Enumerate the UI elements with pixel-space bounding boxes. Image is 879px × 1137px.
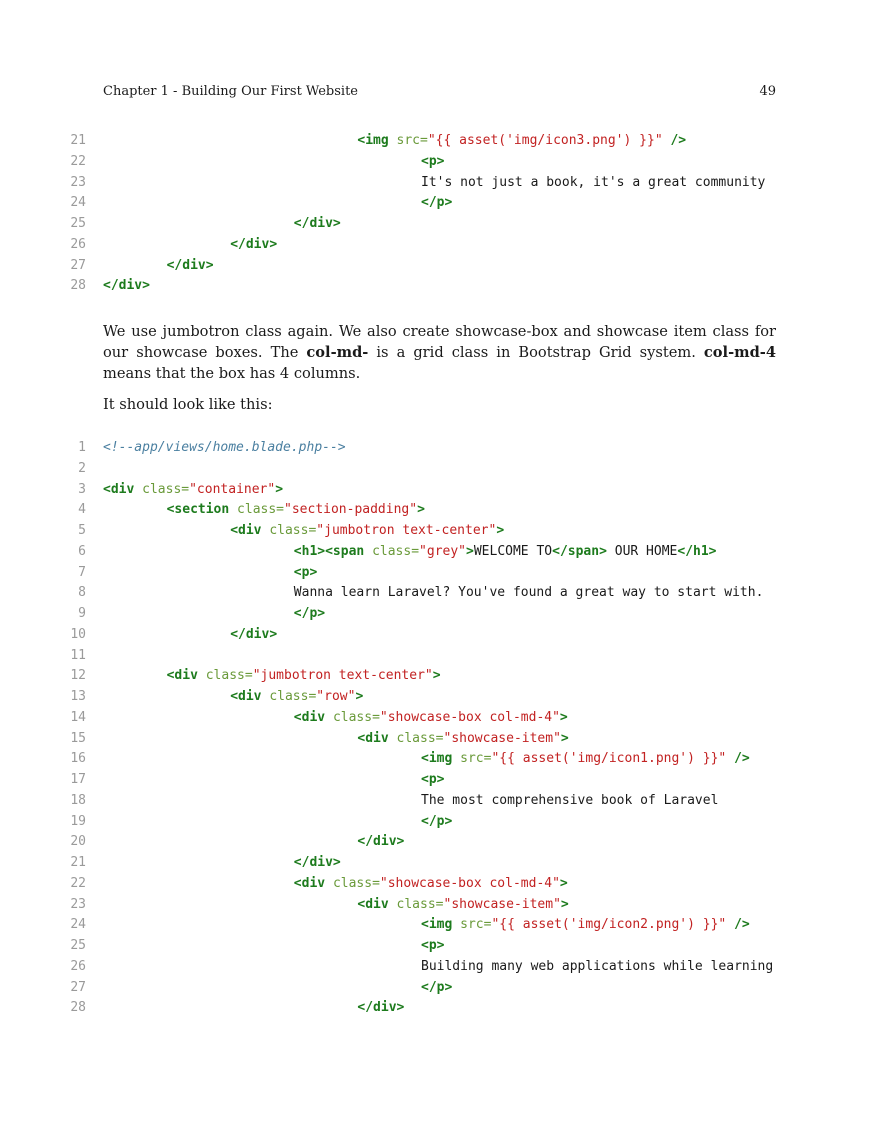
code-token-tag: </div> [166, 257, 214, 273]
code-line [0, 853, 879, 874]
code-token-tag: <img [357, 133, 397, 148]
line-number: 24 [70, 195, 86, 211]
code-line [0, 193, 879, 214]
code-token-tag: /> [662, 133, 687, 148]
code-token-tag: > [559, 875, 568, 891]
code-line [0, 791, 879, 812]
chapter-title: Chapter 1 - Building Our First Website [103, 84, 358, 99]
code-token-text: Wanna learn Laravel? You've found a great way to start with. [293, 585, 764, 601]
code-text [357, 729, 568, 750]
code-token-str: "jumbotron text-center" [316, 523, 497, 538]
code-line [0, 915, 879, 936]
line-number: 4 [78, 502, 86, 518]
code-text [294, 214, 341, 235]
code-line [0, 978, 879, 999]
code-token-tag: > [417, 502, 425, 518]
line-number: 16 [70, 751, 86, 767]
code-token-tag: <p> [421, 772, 445, 787]
code-line [0, 500, 879, 521]
code-token-tag: </p> [421, 813, 453, 829]
line-number: 13 [70, 689, 86, 704]
code-line [0, 173, 879, 194]
line-number: 3 [78, 481, 86, 497]
code-token-attr: class= [396, 896, 444, 912]
code-token-tag: </p> [293, 606, 326, 621]
code-text [294, 563, 317, 584]
code-text [103, 438, 346, 459]
code-token-tag: </div> [230, 236, 278, 252]
code-token-attr: class= [142, 481, 190, 497]
code-token-tag: </div> [293, 855, 341, 870]
code-line [0, 708, 879, 729]
line-number: 20 [70, 834, 86, 850]
code-text [230, 687, 363, 708]
code-text [294, 583, 764, 604]
code-token-tag: </div> [357, 1000, 405, 1016]
code-line [0, 749, 879, 770]
code-token-tag: > [496, 523, 505, 538]
code-text [103, 276, 150, 297]
code-term: col-md-4 [703, 344, 776, 361]
code-token-tag: <div [357, 896, 397, 912]
code-token-tag: <div [293, 875, 333, 891]
code-line [0, 646, 879, 667]
code-token-text: It's not just a book, it's a great community [421, 174, 766, 190]
code-line [0, 998, 879, 1019]
line-number: 10 [70, 626, 86, 642]
line-number: 7 [78, 564, 86, 580]
code-token-tag: > [432, 668, 441, 684]
line-number: 25 [70, 938, 86, 953]
page-number: 49 [759, 84, 776, 99]
paragraph-intro-listing: It should look like this: [103, 396, 273, 413]
line-number: 27 [70, 257, 86, 273]
code-listing-home-blade [0, 438, 879, 1019]
code-token-tag: <div [230, 689, 270, 704]
line-number: 23 [70, 896, 86, 912]
code-text [421, 152, 444, 173]
body-text [103, 321, 776, 415]
code-text [167, 666, 441, 687]
code-text [357, 832, 404, 853]
line-number: 11 [70, 647, 86, 663]
code-line [0, 152, 879, 173]
code-line [0, 625, 879, 646]
code-token-str: "showcase-box col-md-4" [379, 709, 560, 725]
code-token-tag: <div [293, 709, 333, 725]
code-token-tag: > [466, 543, 474, 559]
code-listing-continued [0, 131, 879, 297]
line-number: 6 [78, 543, 86, 559]
code-token-tag: <div [166, 668, 206, 684]
code-text [421, 936, 444, 957]
code-token-attr: class= [372, 543, 420, 559]
code-text [357, 895, 568, 916]
code-token-attr: class= [269, 523, 317, 538]
code-text [294, 853, 341, 874]
code-token-str: "{{ asset('img/icon1.png') }}" [491, 751, 727, 767]
code-text [230, 521, 504, 542]
code-token-tag: </p> [421, 195, 453, 211]
code-text [294, 708, 568, 729]
code-token-tag: <p> [421, 153, 445, 169]
code-token-tag: <p> [421, 938, 445, 953]
code-line [0, 812, 879, 833]
line-number: 5 [78, 523, 86, 538]
code-line [0, 521, 879, 542]
code-text [421, 957, 773, 978]
code-line [0, 214, 879, 235]
code-token-str: "showcase-item" [443, 730, 561, 746]
code-token-text: Building many web applications while learning [421, 958, 774, 974]
code-token-str: "section-padding" [284, 502, 418, 518]
code-line [0, 235, 879, 256]
code-token-comment: <!--app/views/home.blade.php--> [103, 440, 346, 455]
code-token-str: "row" [316, 689, 356, 704]
code-line [0, 604, 879, 625]
code-line [0, 936, 879, 957]
code-text [421, 193, 452, 214]
code-text [294, 874, 568, 895]
code-token-tag: /> [726, 751, 750, 767]
code-line [0, 895, 879, 916]
code-token-attr: class= [332, 709, 380, 725]
code-token-tag: <div [357, 730, 397, 746]
code-text [357, 131, 686, 152]
line-number: 8 [78, 585, 86, 601]
line-number: 17 [70, 772, 86, 787]
code-line [0, 542, 879, 563]
code-line [0, 832, 879, 853]
code-token-attr: src= [460, 751, 492, 767]
paragraph-grid-explanation: We use jumbotron class again. We also create showcase-box and showcase item class for our showcase boxes. The col-md- is a grid class in Bootstrap Grid system. col-md-4 means that the box has 4 columns. [103, 323, 776, 382]
code-token-attr: class= [205, 668, 253, 684]
code-token-attr: class= [396, 730, 444, 746]
code-token-attr: class= [237, 502, 285, 518]
line-number: 12 [70, 668, 86, 684]
code-token-attr: class= [332, 875, 380, 891]
line-number: 28 [70, 1000, 86, 1016]
code-text [294, 604, 325, 625]
code-term: col-md- [306, 344, 369, 361]
code-line [0, 276, 879, 297]
line-number: 18 [70, 792, 86, 808]
code-token-tag: </div> [230, 626, 278, 642]
code-token-str: "jumbotron text-center" [252, 668, 433, 684]
code-text [421, 812, 452, 833]
code-text [421, 915, 750, 936]
line-number: 28 [70, 278, 86, 294]
line-number: 26 [70, 958, 86, 974]
line-number: 24 [70, 917, 86, 933]
code-token-attr: class= [269, 689, 317, 704]
code-line [0, 666, 879, 687]
code-text [421, 173, 765, 194]
code-token-tag: </h1> [677, 543, 717, 559]
code-token-tag: > [560, 896, 569, 912]
code-token-tag: > [275, 481, 284, 497]
line-number: 19 [70, 813, 86, 829]
code-token-tag: </p> [421, 979, 453, 995]
line-number: 2 [78, 460, 86, 476]
code-token-str: "{{ asset('img/icon2.png') }}" [491, 917, 727, 933]
line-number: 22 [70, 153, 86, 169]
code-text [230, 235, 277, 256]
code-token-tag: </div> [293, 216, 341, 231]
code-token-tag: </div> [103, 278, 150, 294]
code-line [0, 480, 879, 501]
line-number: 27 [70, 979, 86, 995]
code-line [0, 957, 879, 978]
line-number: 21 [70, 133, 86, 148]
code-text [103, 480, 283, 501]
code-token-tag: </div> [357, 834, 405, 850]
code-line [0, 770, 879, 791]
code-token-text: The most comprehensive book of Laravel [421, 792, 719, 808]
code-line [0, 131, 879, 152]
line-number: 22 [70, 875, 86, 891]
code-line [0, 256, 879, 277]
code-text [294, 542, 717, 563]
code-token-tag: <div [230, 523, 270, 538]
code-text [421, 749, 750, 770]
code-token-tag: > [560, 730, 569, 746]
code-line [0, 563, 879, 584]
line-number: 21 [70, 855, 86, 870]
code-token-str: "{{ asset('img/icon3.png') }}" [427, 133, 663, 148]
code-token-tag: <img [421, 917, 461, 933]
code-line [0, 687, 879, 708]
code-token-text: WELCOME TO [473, 543, 553, 559]
code-line [0, 729, 879, 750]
code-token-tag: <section [166, 502, 238, 518]
line-number: 26 [70, 236, 86, 252]
line-number: 14 [70, 709, 86, 725]
line-number: 1 [78, 440, 86, 455]
code-token-tag: <div [103, 481, 143, 497]
code-text [421, 978, 452, 999]
code-token-text: OUR HOME [606, 543, 678, 559]
code-text [421, 770, 444, 791]
code-token-tag: </span> [552, 543, 607, 559]
code-token-str: "container" [189, 481, 276, 497]
running-header [103, 84, 776, 104]
line-number: 9 [78, 606, 86, 621]
code-token-tag: <h1><span [293, 543, 373, 559]
code-line [0, 583, 879, 604]
code-token-str: "grey" [419, 543, 467, 559]
code-text [230, 625, 277, 646]
code-token-tag: > [355, 689, 364, 704]
code-line [0, 874, 879, 895]
code-token-attr: src= [460, 917, 492, 933]
code-token-tag: /> [726, 917, 750, 933]
code-text [421, 791, 718, 812]
code-token-tag: <p> [293, 564, 318, 580]
code-token-str: "showcase-box col-md-4" [379, 875, 560, 891]
code-token-attr: src= [396, 133, 428, 148]
line-number: 15 [70, 730, 86, 746]
code-token-tag: > [559, 709, 568, 725]
line-number: 25 [70, 216, 86, 231]
code-text [167, 256, 214, 277]
code-text [167, 500, 425, 521]
code-text [357, 998, 404, 1019]
line-number: 23 [70, 174, 86, 190]
code-line [0, 438, 879, 459]
code-token-tag: <img [421, 751, 461, 767]
code-line [0, 459, 879, 480]
code-token-str: "showcase-item" [443, 896, 561, 912]
